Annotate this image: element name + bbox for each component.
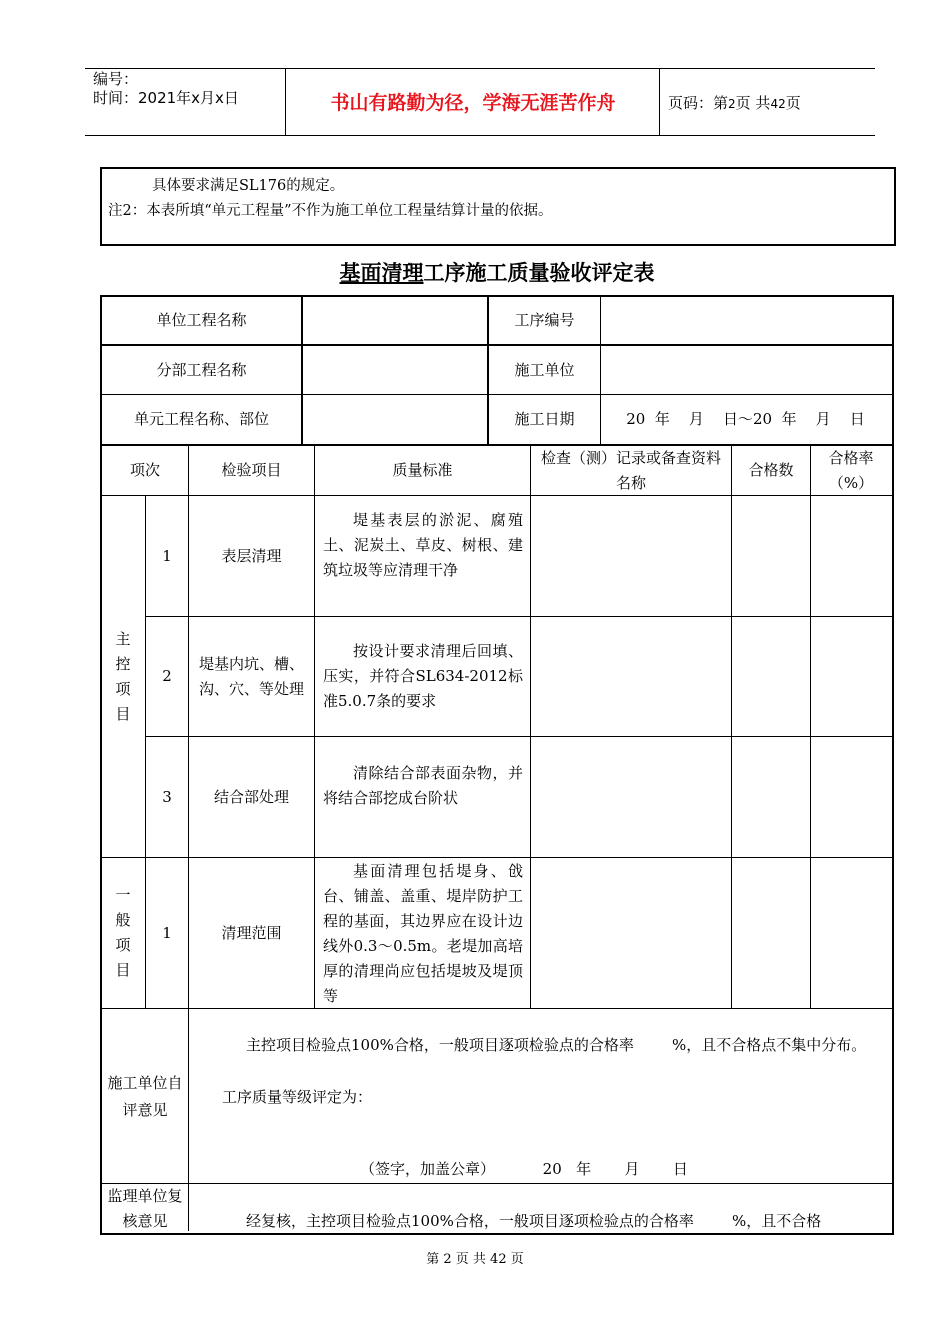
col-item-no: 项次 (129, 461, 160, 479)
col-rule (314, 446, 315, 1008)
serial-label: 编号： (93, 70, 139, 88)
self-eval-label: 施工单位自评意见 (107, 1074, 183, 1119)
page-footer: 第 2 页 共 42 页 (426, 1252, 524, 1267)
self-eval-sign[interactable]: （签字，加盖公章） 20 年 月 日 (360, 1160, 688, 1178)
col-rule (731, 446, 732, 1008)
note-line-1: 具体要求满足SL176的规定。 (152, 178, 345, 194)
row-rule (100, 1183, 894, 1184)
page-suffix: 页 (785, 94, 801, 112)
title-underlined: 基面清理 (339, 260, 424, 285)
page-title (100, 257, 894, 287)
main-row-standard: 清除结合部表面杂物，并将结合部挖成台阶状 (323, 764, 523, 807)
col-check-item: 检验项目 (221, 461, 282, 479)
header-divider-right (659, 68, 660, 136)
main-row-item: 结合部处理 (213, 787, 289, 806)
time-label: 时间：2021年x月x日 (93, 89, 239, 107)
self-eval-grade[interactable]: 工序质量等级评定为： (222, 1088, 373, 1106)
main-row-item: 堤基内坑、槽、沟、穴、等处理 (199, 654, 305, 698)
main-row-no: 3 (162, 787, 172, 806)
header-bottom-rule (85, 135, 875, 136)
element-value[interactable] (303, 395, 487, 444)
unit-project-value[interactable] (303, 297, 487, 344)
page-mid: 页 共 (735, 94, 771, 112)
col-rule (810, 446, 811, 1008)
main-row-no: 1 (162, 546, 172, 565)
col-standard: 质量标准 (392, 461, 453, 479)
col-rule (530, 446, 531, 1008)
col-record: 检查（测）记录或备查资料名称 (540, 448, 721, 492)
note-line-2: 注2：本表所填“单元工程量”不作为施工单位工程量结算计量的依据。 (108, 203, 553, 219)
contractor-label: 施工单位 (514, 360, 575, 379)
process-no-value[interactable] (601, 297, 890, 344)
note-box (100, 167, 896, 246)
main-row-no: 2 (162, 667, 172, 685)
col-pass-count: 合格数 (748, 461, 794, 479)
date-value[interactable]: 20 年 月 日～20 年 月 日 (626, 410, 865, 428)
header-page-info (668, 92, 801, 113)
main-row-standard: 堤基表层的淤泥、腐殖土、泥炭土、草皮、树根、建筑垃圾等应清理干净 (323, 511, 523, 579)
contractor-value[interactable] (601, 346, 890, 394)
main-items-group-label: 主控项目 (115, 630, 131, 723)
general-row-no: 1 (162, 923, 172, 942)
page-prefix: 页码：第 (668, 94, 729, 112)
header-top-rule (85, 68, 875, 69)
main-row-item: 表层清理 (221, 546, 282, 565)
date-label: 施工日期 (514, 410, 575, 428)
division-label: 分部工程名称 (156, 360, 247, 379)
header-divider-left (285, 68, 286, 136)
supervisor-text: 经复核，主控项目检验点100%合格，一般项目逐项检验点的合格率 %，且不合格 (246, 1212, 822, 1230)
general-row-standard: 基面清理包括堤身、戗台、铺盖、盖重、堤岸防护工程的基面，其边界应在设计边线外0.3～0.5m。老堤加高培厚的清理尚应包括堤坡及堤顶等 (323, 862, 523, 1005)
header-meta (93, 70, 239, 108)
general-items-group-label: 一般项目 (115, 886, 131, 979)
title-rest: 工序施工质量验收评定表 (423, 260, 655, 285)
col-pass-rate: 合格率（%） (828, 448, 874, 492)
main-row-standard: 按设计要求清理后回填、压实，并符合SL634-2012标准5.0.7条的要求 (323, 642, 523, 710)
unit-project-label: 单位工程名称 (156, 311, 247, 329)
self-eval-text: 主控项目检验点100%合格，一般项目逐项检验点的合格率 %，且不合格点不集中分布。 (246, 1036, 867, 1054)
header-motto: 书山有路勤为径，学海无涯苦作舟 (330, 92, 616, 114)
page-current: 2 (728, 97, 736, 111)
general-row-item: 清理范围 (221, 923, 282, 942)
supervisor-label: 监理单位复核意见 (107, 1187, 183, 1230)
process-no-label: 工序编号 (514, 311, 575, 329)
division-value[interactable] (303, 346, 487, 394)
page-total: 42 (770, 97, 786, 111)
element-label: 单元工程名称、部位 (133, 410, 269, 428)
